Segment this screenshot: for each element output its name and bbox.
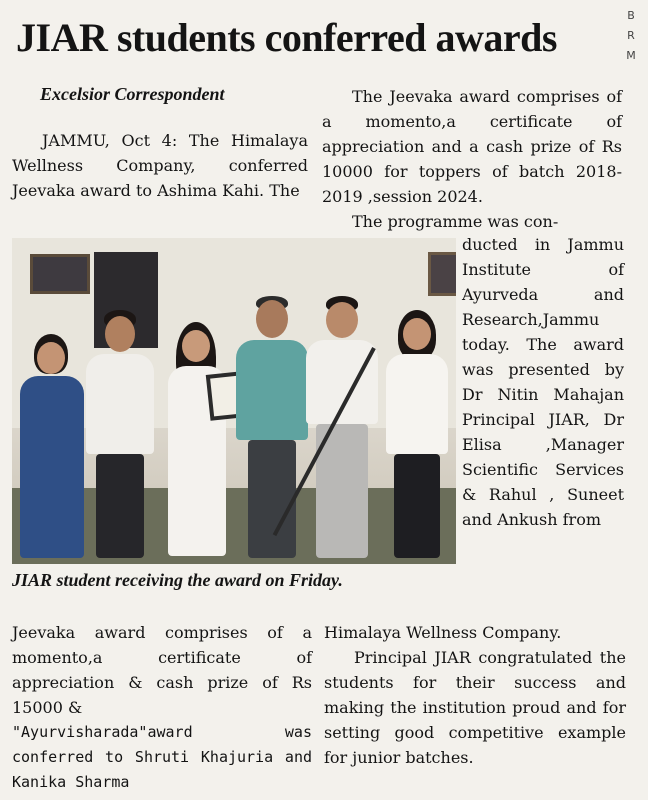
article-column-2 [322,84,622,234]
article-column-4 [12,620,312,795]
person-left-woman [16,334,86,562]
photo-caption: JIAR student receiving the award on Friday. [12,570,343,590]
person-student-awardee [162,322,230,562]
edge-letter: R [627,29,635,42]
article-column-5 [324,620,626,770]
company-line: Himalaya Wellness Company. [324,623,562,642]
person-principal-teal-shirt [232,296,312,562]
programme-paragraph-continued: ducted in Jammu Institute of Ayurveda and Research,Jammu today. The award was presented by Dr Nitin Mahajan Principal JIAR, Dr Elisa ,Manager Scientific Services & Rahul , Suneet and Ankush from [462,235,624,529]
ayurvisharada-award-paragraph: "Ayurvisharada"award was conferred to Shruti Khajuria and Kanika Sharma [12,723,312,791]
byline: Excelsior Correspondent [40,84,225,104]
edge-letter: B [627,9,635,22]
article-column-1 [12,128,308,203]
adjacent-column-edge [618,6,644,66]
wall-frame [428,252,456,296]
person-man-grey-trousers [302,296,382,562]
award-photo [12,238,456,564]
award-details-paragraph: The Jeevaka award comprises of a momento,a certificate of appreciation and a cash prize of Rs 10000 for toppers of batch 2018-2019 ,session 2024. [322,87,622,206]
wall-painting [30,254,90,294]
dateline-paragraph: JAMMU, Oct 4: The Himalaya Wellness Company, conferred Jeevaka award to Ashima Kahi. The [12,131,308,200]
edge-letter: M [626,49,636,62]
article-column-3 [462,232,624,532]
programme-paragraph-start: The programme was con- [352,212,559,231]
person-right-woman [380,310,454,562]
congratulations-paragraph: Principal JIAR congratulated the students for their success and making the institution proud and for setting good competitive example for junior batches. [324,648,626,767]
person-man-white-shirt [80,310,160,562]
article-headline: JIAR students conferred awards [16,15,557,60]
jeevaka-award-paragraph: Jeevaka award comprises of a momento,a certificate of appreciation & cash prize of Rs 15000 & [12,623,312,717]
